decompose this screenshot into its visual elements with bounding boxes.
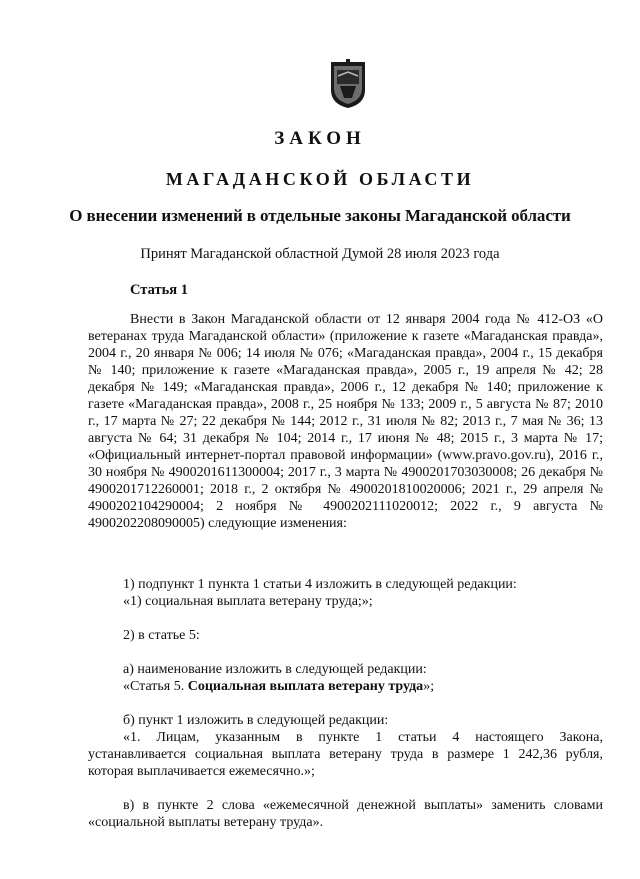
article-heading: Статья 1 — [130, 282, 188, 298]
item-2a-quote — [123, 678, 638, 695]
item-2a-bold-title: Социальная выплата ветерану труда — [187, 679, 424, 694]
item-2c-lead: в) в пункте 2 слова «ежемесячной денежной выплаты» заменить словами — [123, 798, 603, 813]
item-1-line: 1) подпункт 1 пункта 1 статьи 4 изложить в следующей редакции: — [123, 577, 517, 592]
coat-of-arms-emblem — [328, 58, 368, 110]
item-2a-prefix: «Статья 5. — [123, 679, 188, 694]
item-2b-line: б) пункт 1 изложить в следующей редакции: — [123, 713, 389, 728]
law-title: ЗАКОН — [274, 128, 366, 149]
item-2c-rest: «социальной выплаты ветерану труда». — [88, 815, 324, 830]
item-2a-line: а) наименование изложить в следующей редакции: — [123, 662, 427, 677]
adoption-line: Принят Магаданской областной Думой 28 июля 2023 года — [140, 246, 500, 262]
item-2a-suffix: »; — [423, 679, 435, 694]
item-2-line: 2) в статье 5: — [123, 628, 200, 643]
region-title: МАГАДАНСКОЙ ОБЛАСТИ — [165, 169, 475, 189]
item-2b-quote-lead: «1. Лицам, указанным в пункте 1 статьи 4 настоящего Закона, — [123, 730, 603, 745]
item-1-quote: «1) социальная выплата ветерану труда;»; — [123, 594, 373, 609]
item-2b-quote-rest: устанавливается социальная выплата ветерану труда в размере 1 242,36 рубля, которая выплачивается ежемесячно.»; — [88, 747, 603, 779]
article-intro-paragraph: Внести в Закон Магаданской области от 12 января 2004 года № 412-ОЗ «О ветеранах труда Магаданской области» (приложение к газете «Магаданская правда», 2004 г., 20 января № 006; 14 июля № 076; «Магаданская правда», 2004 г., 15 декабря № 140; приложение к газете «Магаданская правда», 2005 г., 19 апреля № 42; 28 декабря № 149; «Магаданская правда», 2006 г., 12 декабря № 140; приложение к газете «Магаданская правда», 2008 г., 25 ноября № 133; 2009 г., 5 августа № 87; 2010 г., 17 марта № 27; 22 декабря № 144; 2012 г., 31 июля № 82; 2013 г., 7 мая № 36; 13 августа № 64; 31 декабря № 104; 2014 г., 17 июня № 48; 2015 г., 3 марта № 17; «Официальный интернет-портал правовой информации» (www.pravo.gov.ru), 2016 г., 30 ноября № 4900201611300004; 2017 г., 3 марта № 4900201703030008; 26 декабря № 4900201712260001; 2018 г., 2 октября № 4900201810020006; 2021 г., 29 апреля № 4900202104290004; 2 ноября № 4900202111020012; 2022 г., 9 августа № 4900202208090005) следующие изменения: — [88, 312, 603, 531]
law-subtitle: О внесении изменений в отдельные законы Магаданской области — [69, 206, 571, 225]
